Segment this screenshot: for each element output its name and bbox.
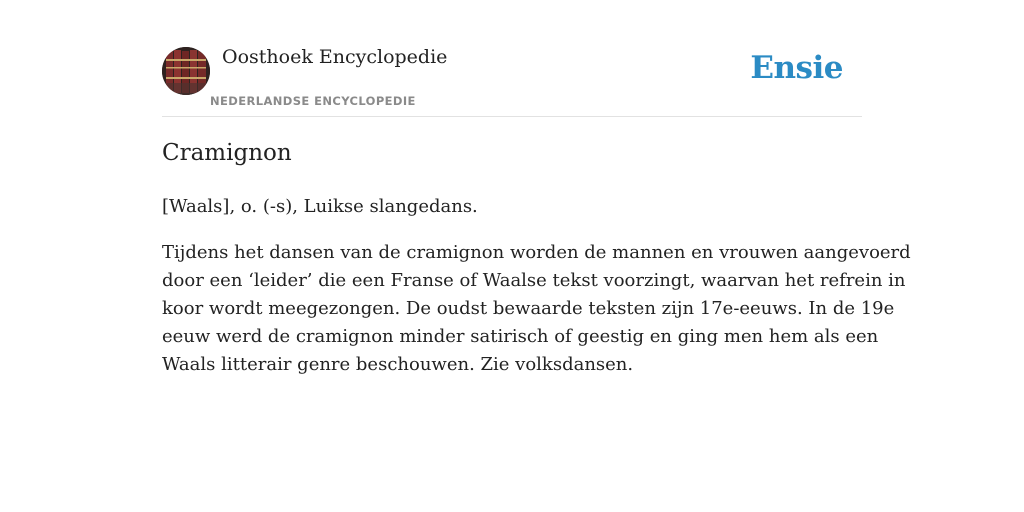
site-subtitle: NEDERLANDSE ENCYCLOPEDIE [210,94,416,108]
entry-definition: [Waals], o. (-s), Luikse slangedans. [162,196,478,217]
entry-title: Cramignon [162,140,292,166]
entry-body-line: door een ‘leider’ die een Franse of Waalse tekst voorzingt, waarvan het refrein in [162,270,906,291]
encyclopedia-books-icon[interactable] [162,47,210,95]
page [162,0,911,375]
entry-body-line: koor wordt meegezongen. De oudst bewaarde teksten zijn 17e-eeuws. In de 19e [162,298,895,319]
brand-logo[interactable]: Ensie [750,50,843,86]
site-title[interactable]: Oosthoek Encyclopedie [222,46,448,68]
entry-body [162,239,911,379]
entry-body-line: eeuw werd de cramignon minder satirisch of geestig en ging men hem als een [162,326,879,347]
entry-body-line: Waals litterair genre beschouwen. Zie volksdansen. [162,354,634,375]
site-header [162,0,862,117]
entry-body-line: Tijdens het dansen van de cramignon worden de mannen en vrouwen aangevoerd [162,242,911,263]
